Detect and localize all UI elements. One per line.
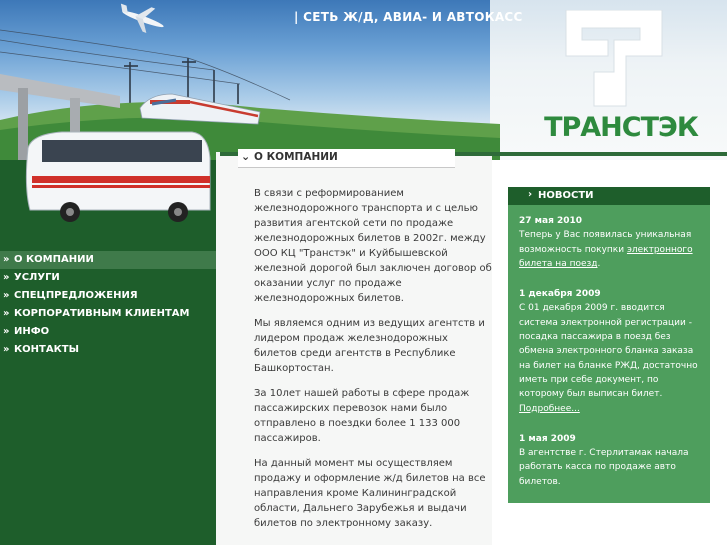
nav-item-label: СПЕЦПРЕДЛОЖЕНИЯ [14,290,138,301]
logo-text: ТРАНСТЭК [544,112,698,143]
bus-image [22,128,212,228]
header-slogan: | СЕТЬ Ж/Д, АВИА- И АВТОКАСС [294,10,523,24]
transtek-logo[interactable] [522,10,722,148]
about-text [254,186,494,541]
section-header [238,149,455,168]
news-date: 1 декабря 2009 [519,289,601,300]
chevron-right-icon: › [528,189,533,200]
paragraph: Мы являемся одним из ведущих агентств и лидером продаж железнодорожных билетов среди агентств в Республике Башкортостан. [254,318,485,374]
section-title: О КОМПАНИИ [254,151,338,163]
double-chevron-right-icon: » [3,254,10,265]
news-text: С 01 декабря 2009 г. вводится система электронной регистрации - посадка пассажира в поезд без обмена электронного бланка заказа на билет на бланке РЖД, достаточно иметь при себе документ, по которому был выписан билет. [519,303,698,400]
nav-item-label: КОРПОРАТИВНЫМ КЛИЕНТАМ [14,308,190,319]
nav-item-about[interactable] [0,251,216,269]
paragraph: В связи с реформированием железнодорожного транспорта и с целью развития агентской сети по продаже железнодорожных билетов в 2002г. между ООО КЦ "Транстэк" и Куйбышевской железной дорогой был заключен договор об оказании услуг по продаже железнодорожных билетов. [254,188,492,304]
news-list [519,214,705,505]
logo-mark-icon [522,10,722,110]
news-text-tail: . [597,258,601,269]
nav-item-contacts[interactable] [0,341,216,359]
double-chevron-right-icon: » [3,308,10,319]
e-ticket-link[interactable]: электронного билета на поезд [519,244,693,269]
nav-item-services[interactable] [0,269,216,287]
nav-item-info[interactable] [0,323,216,341]
news-item [519,432,705,489]
double-chevron-right-icon: » [3,326,10,337]
news-date: 1 мая 2009 [519,433,576,444]
news-item [519,214,705,271]
paragraph: За 10лет нашей работы в сфере продаж пассажирских перевозок нами было отправлено в поездки более 1 133 000 пассажиров. [254,388,470,444]
read-more-link[interactable]: Подробнее... [519,403,580,414]
main-nav [0,251,216,359]
news-date: 27 мая 2010 [519,216,583,226]
nav-item-special-offers[interactable] [0,287,216,305]
double-chevron-right-icon: » [3,344,10,355]
news-title: НОВОСТИ [538,190,594,201]
double-chevron-right-icon: » [3,272,10,283]
news-item [519,287,705,416]
news-text: В агентстве г. Стерлитамак начала работать касса по продаже авто билетов. [519,448,689,487]
nav-item-corporate[interactable] [0,305,216,323]
double-chevron-right-icon: » [3,290,10,301]
news-header [508,187,710,205]
paragraph: На данный момент мы осуществляем продажу и оформление ж/д билетов на все направления кроме Калининградской области, Дальнего Зарубежья и выдачи билетов по электронному заказу. [254,458,486,529]
news-text: Теперь у Вас появилась уникальная возможность покупки [519,230,692,255]
double-chevron-down-icon: ⌄ [241,150,251,163]
nav-item-label: УСЛУГИ [14,272,60,283]
airplane-icon [114,0,168,38]
nav-item-label: КОНТАКТЫ [14,344,79,355]
nav-item-label: О КОМПАНИИ [14,254,94,265]
nav-item-label: ИНФО [14,326,50,337]
